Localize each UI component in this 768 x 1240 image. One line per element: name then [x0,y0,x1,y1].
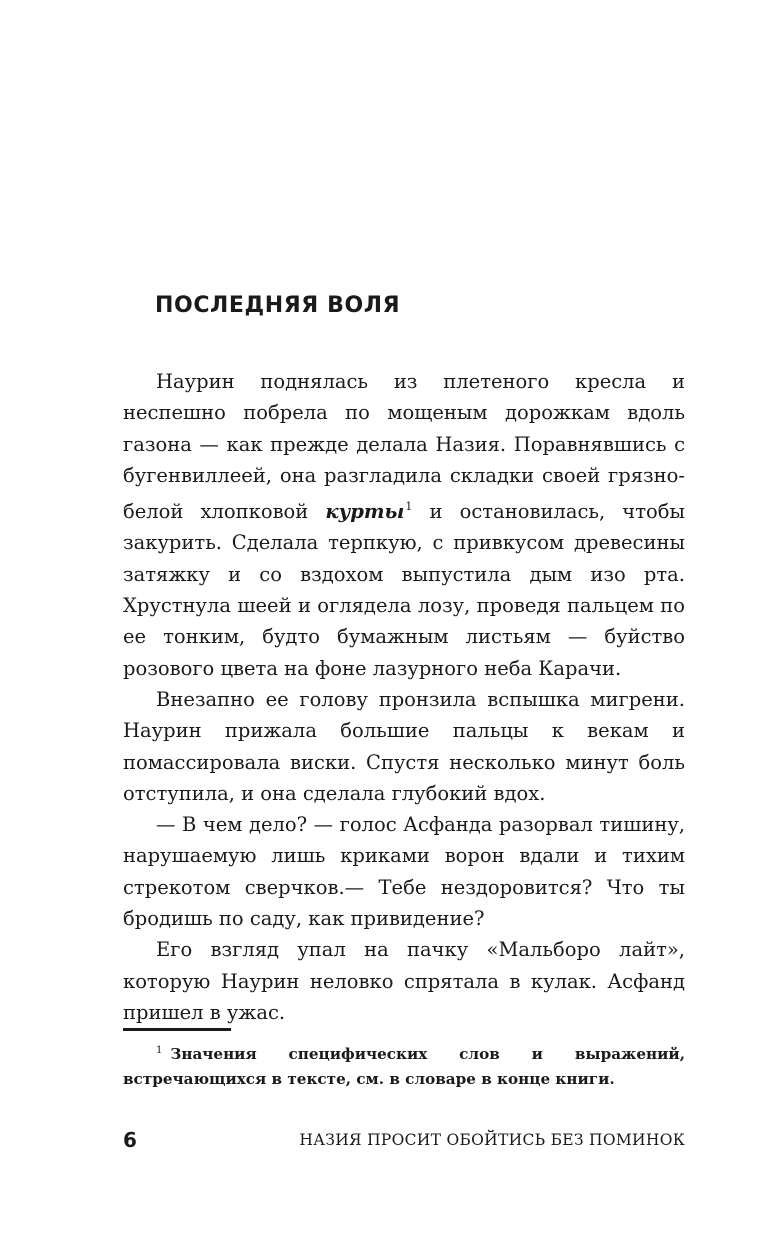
glossary-term: курты [325,500,405,524]
running-title: НАЗИЯ ПРОСИТ ОБОЙТИСЬ БЕЗ ПОМИНОК [299,1131,685,1149]
paragraph [123,366,685,684]
paragraph: Внезапно ее голову пронзила вспышка мигрени. Наурин прижала большие пальцы к векам и помассировала виски. Спустя несколько минут боль отступила, и она сделала глубокий вдох. [123,687,685,805]
footnote-number: 1 [156,1045,163,1056]
footnote-divider [123,1028,231,1031]
paragraph-text: Наурин поднялась из плетеного кресла и неспешно побрела по мощеным дорожкам вдоль газона — как прежде делала Назия. Поравнявшись с бугенвиллеей, она разгладила складки своей грязно-белой хлопковой [123,370,685,524]
footnote-text: Значения специфических слов и выражений, встречающихся в тексте, см. в словаре в конце книги. [123,1045,685,1088]
footnote-reference[interactable]: 1 [405,500,413,514]
page-number: 6 [123,1128,137,1152]
paragraph: — В чем дело? — голос Асфанда разорвал тишину, нарушаемую лишь криками ворон вдали и тихим стрекотом сверчков.— Тебе нездоровится? Что ты бродишь по саду, как привидение? [123,813,685,931]
chapter-title: ПОСЛЕДНЯЯ ВОЛЯ [155,293,401,318]
paragraph: Его взгляд упал на пачку «Мальборо лайт», которую Наурин неловко спрятала в кулак. Асфанд пришел в ужас. [123,938,685,1024]
body-text [123,366,685,1028]
page-footer [123,1128,685,1156]
footnote [123,1038,685,1092]
paragraph-text: и остановилась, чтобы закурить. Сделала терпкую, с привкусом древесины затяжку и со вздохом выпустила дым изо рта. Хрустнула шеей и оглядела лозу, проведя пальцем по ее тонким, будто бумажным листьям — буйство розового цвета на фоне лазурного неба Карачи. [123,500,685,680]
